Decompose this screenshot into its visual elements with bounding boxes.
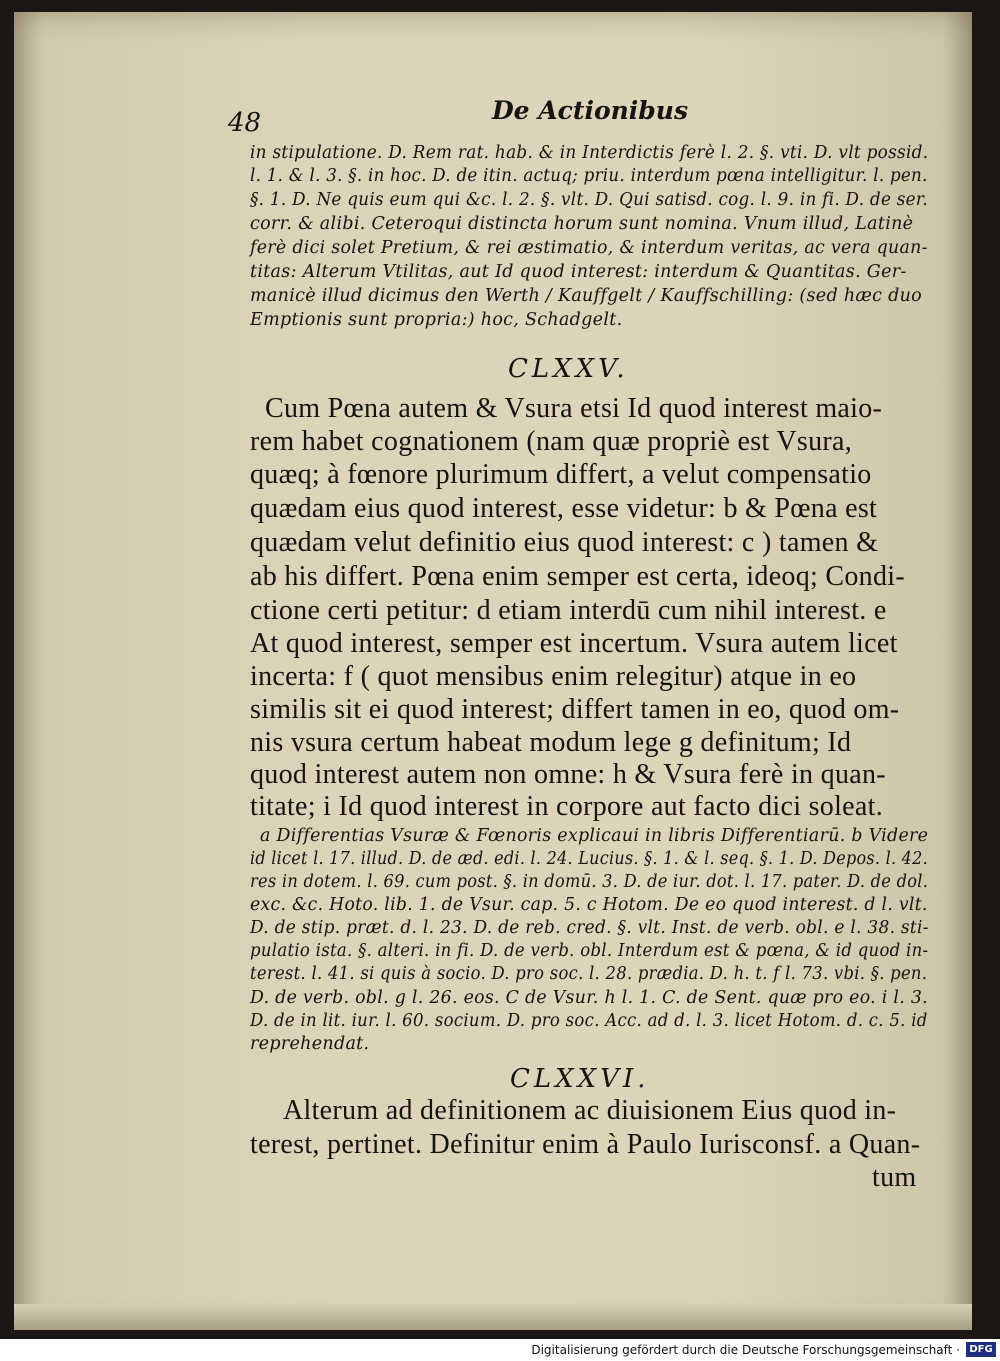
footer-text: Digitalisierung gefördert durch die Deutsche Forschungsgemeinschaft · — [531, 1343, 960, 1357]
body-line: incerta: f ( quot mensibus enim relegitur) atque in eo — [250, 661, 857, 692]
note-line: D. de stip. præt. d. l. 23. D. de reb. cred. §. vlt. Inst. de verb. obl. e l. 38. sti- — [250, 918, 929, 938]
body-line: quod interest autem non omne: h & Vsura ferè in quan- — [250, 759, 886, 790]
note-line: D. de in lit. iur. l. 60. socium. D. pro soc. Acc. ad d. l. 3. licet Hotom. d. c. 5. id — [250, 1011, 928, 1031]
note-line: D. de verb. obl. g l. 26. eos. C de Vsur. h l. 1. C. de Sent. quæ pro eo. i l. 3. — [250, 988, 928, 1008]
catchword: tum — [872, 1162, 917, 1193]
digitization-footer — [0, 1339, 1000, 1361]
note-line: id licet l. 17. illud. D. de æd. edi. l. 24. Lucius. §. 1. & l. seq. §. 1. D. Depos. l. 42. — [250, 849, 928, 869]
note-line: titas: Alterum Vtilitas, aut Id quod interest: interdum & Quantitas. Ger- — [250, 262, 907, 282]
note-line: in stipulatione. D. Rem rat. hab. & in Interdictis ferè l. 2. §. vti. D. vlt possid. — [250, 143, 929, 163]
body-line: similis sit ei quod interest; differt tamen in eo, quod om- — [250, 694, 900, 725]
note-line: res in dotem. l. 69. cum post. §. in domū. 3. D. de iur. dot. l. 17. pater. D. de dol. — [250, 872, 929, 892]
body-line: quædam eius quod interest, esse videtur: b & Pœna est — [250, 493, 878, 524]
body-line: quæq; à fœnore plurimum differt, a velut compensatio — [250, 459, 872, 490]
note-line: manicè illud dicimus den Werth / Kauffgelt / Kauffschilling: (sed hæc duo — [250, 286, 923, 306]
note-line: terest. l. 41. si quis à socio. D. pro soc. l. 28. prædia. D. h. t. f l. 73. vbi. §. pen. — [250, 964, 928, 984]
body-line: nis vsura certum habeat modum lege g definitum; Id — [250, 727, 852, 758]
note-line: §. 1. D. Ne quis eum qui &c. l. 2. §. vlt. D. Qui satisd. cog. l. 9. in fi. D. de ser. — [250, 190, 928, 210]
page-number: 48 — [228, 108, 262, 138]
dfg-logo: DFG — [966, 1342, 996, 1357]
running-head: De Actionibus — [492, 96, 689, 125]
note-line: exc. &c. Hoto. lib. 1. de Vsur. cap. 5. c Hotom. De eo quod interest. d l. vlt. — [250, 895, 928, 915]
note-line: corr. & alibi. Ceteroqui distincta horum sunt nomina. Vnum illud, Latinè — [250, 214, 914, 234]
body-line: titate; i Id quod interest in corpore aut facto dici soleat. — [250, 791, 884, 822]
body-line: Alterum ad definitionem ac diuisionem Eius quod in- — [283, 1095, 897, 1126]
body-line: rem habet cognationem (nam quæ propriè est Vsura, — [250, 426, 853, 457]
body-line: At quod interest, semper est incertum. Vsura autem licet — [250, 628, 898, 659]
section-heading: CLXXV. — [508, 354, 629, 384]
body-line: quædam velut definitio eius quod interest: c ) tamen & — [250, 527, 879, 558]
note-line: l. 1. & l. 3. §. in hoc. D. de itin. actuq; priu. interdum pœna intelligitur. l. pen. — [250, 166, 928, 186]
note-line: a Differentias Vsuræ & Fœnoris explicaui in libris Differentiarū. b Videre — [260, 826, 929, 846]
body-line: ab his differt. Pœna enim semper est certa, ideoq; Condi- — [250, 561, 905, 592]
section-heading: CLXXVI. — [510, 1064, 650, 1094]
body-line: Cum Pœna autem & Vsura etsi Id quod interest maio- — [265, 393, 883, 424]
body-line: terest, pertinet. Definitur enim à Paulo Iurisconsf. a Quan- — [250, 1129, 921, 1160]
note-line: ferè dici solet Pretium, & rei æstimatio, & interdum veritas, ac vera quan- — [250, 238, 928, 258]
note-line: Emptionis sunt propria:) hoc, Schadgelt. — [250, 310, 623, 330]
note-line: reprehendat. — [250, 1034, 370, 1054]
note-line: pulatio ista. §. alteri. in fi. D. de verb. obl. Interdum est & pœna, & id quod in- — [250, 941, 929, 961]
body-line: ctione certi petitur: d etiam interdū cum nihil interest. e — [250, 595, 887, 626]
